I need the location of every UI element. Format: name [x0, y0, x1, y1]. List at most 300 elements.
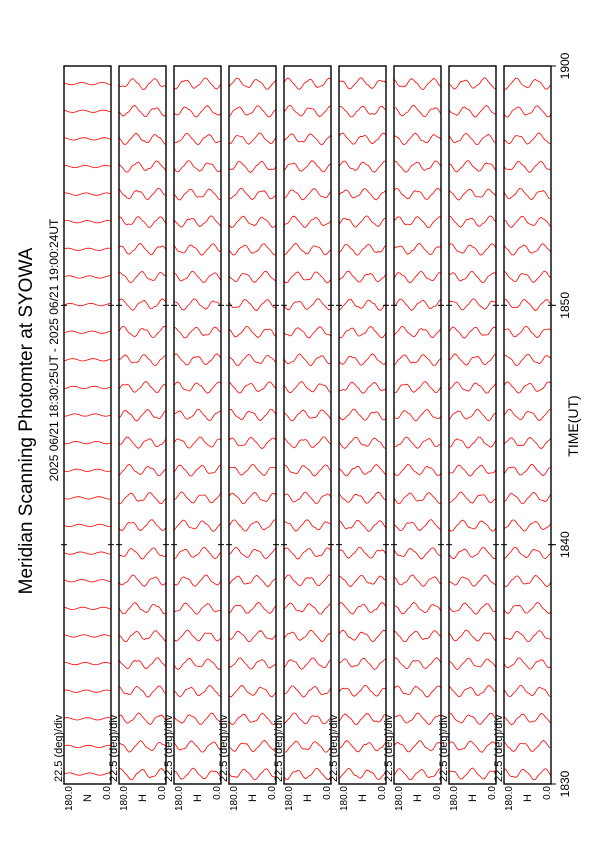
panel-6 [328, 51, 389, 812]
scan-trace [174, 575, 221, 586]
scan-trace [174, 685, 221, 696]
scan-trace [504, 575, 551, 586]
scan-trace [504, 547, 551, 558]
scan-trace [284, 520, 331, 531]
scan-trace [394, 465, 441, 476]
scan-trace [174, 272, 221, 283]
scan-trace [229, 354, 276, 365]
scan-trace [504, 78, 551, 89]
scan-trace [119, 105, 166, 116]
scan-trace [229, 299, 276, 310]
scan-trace [174, 465, 221, 476]
scan-trace [119, 133, 166, 144]
scan-trace [339, 409, 386, 420]
scan-trace [174, 603, 221, 614]
scan-trace [394, 299, 441, 310]
scan-trace [229, 382, 276, 393]
channel-label: H [247, 794, 259, 802]
scan-trace [119, 50, 166, 61]
scan-trace [64, 414, 111, 416]
scan-trace [449, 686, 496, 697]
scan-trace [284, 741, 331, 752]
scan-trace [394, 713, 441, 725]
scan-trace [284, 630, 331, 641]
scan-trace [284, 410, 331, 421]
x-axis-label: TIME(UT) [565, 395, 581, 457]
scan-trace [504, 769, 551, 780]
scan-trace [64, 690, 111, 692]
scan-trace [449, 630, 496, 641]
scan-trace [229, 769, 276, 780]
scan-trace [119, 769, 166, 780]
angle-tick-180: 180.0 [339, 786, 350, 812]
scan-trace [339, 576, 386, 587]
scan-trace [394, 271, 441, 283]
scan-trace [394, 50, 441, 61]
scan-trace [339, 161, 386, 172]
scan-trace [449, 410, 496, 421]
scan-trace [504, 354, 551, 365]
angle-tick-0: 0.0 [487, 786, 498, 800]
scan-trace [284, 105, 331, 116]
scan-trace [504, 300, 551, 311]
angle-tick-180: 180.0 [229, 786, 240, 812]
scan-trace [504, 106, 551, 117]
panel-9 [493, 50, 554, 811]
channel-label: H [357, 794, 369, 802]
scan-trace [229, 713, 276, 724]
scan-trace [119, 382, 166, 393]
scan-trace [119, 243, 166, 254]
scan-trace [339, 299, 386, 310]
scan-trace [339, 768, 386, 780]
panel-frame [229, 66, 276, 784]
panel-traces [394, 50, 441, 779]
scan-trace [174, 327, 221, 338]
scan-trace [504, 464, 551, 475]
scan-trace [174, 410, 221, 421]
scan-trace [284, 327, 331, 338]
scale-label: 22.5 (deg)/div [493, 714, 505, 782]
scan-trace [449, 216, 496, 227]
scan-trace [339, 106, 386, 117]
scan-trace [339, 437, 386, 448]
scan-trace [339, 271, 386, 282]
scan-trace [504, 438, 551, 449]
scan-trace [64, 331, 111, 333]
scan-trace [504, 133, 551, 144]
scan-trace [339, 658, 386, 669]
scan-trace [449, 161, 496, 172]
panel-traces [284, 51, 331, 780]
scan-trace [174, 354, 221, 365]
scan-trace [174, 437, 221, 448]
scan-trace [339, 133, 386, 144]
scan-trace [229, 409, 276, 420]
scan-trace [64, 221, 111, 223]
scan-trace [449, 272, 496, 283]
angle-tick-180: 180.0 [174, 786, 185, 812]
panel-traces [504, 50, 551, 780]
scan-trace [119, 493, 166, 504]
scan-trace [339, 714, 386, 725]
scan-trace [284, 382, 331, 394]
scale-label: 22.5 (deg)/div [383, 714, 395, 782]
scan-trace [229, 464, 276, 475]
scan-trace [339, 382, 386, 393]
scan-trace [394, 382, 441, 393]
scan-trace [284, 78, 331, 89]
scan-trace [284, 354, 331, 365]
rotated-plot-area [16, 50, 581, 811]
panel-frame [174, 66, 221, 784]
scan-trace [394, 575, 441, 586]
scan-trace [64, 580, 111, 582]
scan-trace [504, 271, 551, 282]
x-tick-label: 1830 [558, 770, 572, 798]
scan-trace [229, 631, 276, 642]
channel-label: H [522, 794, 534, 802]
scan-trace [394, 243, 441, 254]
scan-trace [174, 713, 221, 724]
scan-trace [119, 326, 166, 337]
scan-trace [119, 437, 166, 449]
angle-tick-0: 0.0 [542, 786, 553, 800]
scan-trace [64, 497, 111, 499]
scan-trace [504, 382, 551, 393]
scan-trace [449, 658, 496, 669]
scan-trace [284, 134, 331, 145]
scan-trace [64, 441, 111, 443]
scan-trace [284, 243, 331, 254]
scan-trace [174, 630, 221, 641]
angle-tick-0: 0.0 [322, 786, 333, 800]
scan-trace [449, 382, 496, 393]
scan-trace [64, 718, 111, 720]
scan-trace [449, 603, 496, 614]
scan-trace [284, 686, 331, 697]
panel-traces [119, 50, 166, 780]
scan-trace [174, 161, 221, 172]
scan-trace [64, 607, 111, 609]
scan-trace [64, 55, 111, 57]
angle-tick-180: 180.0 [119, 786, 130, 812]
panel-traces [229, 50, 276, 780]
scan-trace [229, 244, 276, 255]
scan-trace [339, 78, 386, 89]
scan-trace [229, 271, 276, 282]
scan-trace [449, 189, 496, 200]
panel-frame [504, 66, 551, 784]
scan-trace [284, 548, 331, 559]
channel-label: H [467, 794, 479, 802]
scan-trace [394, 769, 441, 780]
scan-trace [119, 272, 166, 283]
scan-trace [174, 134, 221, 145]
scan-trace [174, 768, 221, 779]
scan-trace [174, 741, 221, 752]
chart-subtitle: 2025 06/21 18:30:25UT - 2025 06/21 19:00:24UT [47, 218, 61, 482]
scan-trace [284, 465, 331, 476]
scan-trace [284, 658, 331, 670]
scan-trace [284, 603, 331, 614]
scan-trace [394, 217, 441, 228]
angle-tick-180: 180.0 [449, 786, 460, 812]
scan-trace [119, 686, 166, 697]
scan-trace [119, 520, 166, 531]
scan-trace [119, 603, 166, 614]
chart-title: Meridian Scanning Photomter at SYOWA [16, 247, 37, 595]
panel-frame [394, 66, 441, 784]
scan-trace [64, 276, 111, 278]
scan-trace [284, 51, 331, 62]
scan-trace [64, 82, 111, 84]
scan-trace [284, 272, 331, 283]
scan-trace [394, 520, 441, 531]
scan-trace [449, 741, 496, 752]
scan-trace [119, 548, 166, 559]
panel-frame [64, 66, 111, 784]
scan-trace [64, 524, 111, 526]
angle-tick-0: 0.0 [212, 786, 223, 800]
scan-trace [119, 575, 166, 587]
panel-4 [218, 50, 279, 811]
panel-frame [449, 66, 496, 784]
scan-trace [284, 216, 331, 227]
scan-trace [449, 492, 496, 503]
x-tick-label: 1900 [558, 52, 572, 80]
scan-trace [339, 741, 386, 752]
scan-trace [449, 244, 496, 255]
angle-tick-180: 180.0 [394, 786, 405, 812]
scan-trace [64, 303, 111, 305]
scan-trace [394, 133, 441, 145]
scan-trace [119, 410, 166, 421]
scan-trace [449, 327, 496, 338]
scan-trace [504, 216, 551, 227]
scan-trace [64, 386, 111, 388]
panel-traces [64, 55, 111, 775]
scan-trace [174, 106, 221, 117]
scan-trace [339, 51, 386, 62]
scan-trace [229, 133, 276, 144]
panel-traces [449, 51, 496, 779]
scan-trace [504, 602, 551, 613]
scan-trace [174, 299, 221, 310]
panel-1 [53, 55, 114, 811]
scan-trace [284, 575, 331, 586]
scan-trace [284, 713, 331, 724]
scan-trace [339, 686, 386, 697]
scan-trace [339, 244, 386, 255]
panel-8 [438, 51, 499, 811]
scan-trace [229, 658, 276, 669]
panel-group [53, 50, 554, 811]
scan-trace [504, 658, 551, 669]
scan-trace [449, 78, 496, 90]
scan-trace [449, 437, 496, 448]
scan-trace [504, 188, 551, 199]
scan-trace [229, 326, 276, 337]
scan-trace [504, 492, 551, 503]
scan-trace [394, 161, 441, 172]
angle-tick-0: 0.0 [102, 786, 113, 800]
angle-tick-0: 0.0 [157, 786, 168, 800]
scan-trace [284, 189, 331, 200]
scan-trace [119, 79, 166, 90]
scan-trace [174, 189, 221, 200]
scan-trace [64, 552, 111, 554]
scan-trace [504, 631, 551, 642]
scan-trace [394, 548, 441, 559]
scan-trace [284, 437, 331, 448]
scan-trace [119, 631, 166, 642]
angle-tick-180: 180.0 [284, 786, 295, 812]
scan-trace [64, 662, 111, 664]
scale-label: 22.5 (deg)/div [218, 714, 230, 782]
scan-trace [64, 469, 111, 471]
channel-label: H [137, 794, 149, 802]
scan-trace [449, 575, 496, 586]
scan-trace [504, 161, 551, 172]
scan-trace [229, 492, 276, 503]
x-tick-label: 1850 [558, 291, 572, 319]
scan-trace [64, 635, 111, 637]
scan-trace [119, 161, 166, 172]
scan-trace [449, 768, 496, 779]
scan-trace [64, 110, 111, 112]
scan-trace [229, 188, 276, 199]
x-tick-label: 1840 [558, 531, 572, 559]
scan-trace [229, 548, 276, 559]
scan-trace [339, 547, 386, 558]
panel-traces [174, 51, 221, 779]
scan-trace [449, 51, 496, 62]
channel-label: H [302, 794, 314, 802]
scan-trace [504, 740, 551, 751]
scan-trace [504, 713, 551, 724]
scan-trace [339, 216, 386, 227]
scan-trace [339, 465, 386, 477]
scan-trace [229, 161, 276, 172]
panel-frame [119, 66, 166, 784]
scan-trace [64, 193, 111, 195]
scan-trace [449, 106, 496, 117]
scan-trace [229, 50, 276, 61]
scan-trace [174, 382, 221, 393]
scan-trace [284, 161, 331, 172]
scan-trace [339, 327, 386, 339]
scan-trace [174, 548, 221, 559]
scan-trace [174, 658, 221, 669]
scan-trace [174, 492, 221, 503]
scan-trace [449, 354, 496, 365]
channel-label: H [192, 794, 204, 802]
scan-trace [449, 548, 496, 559]
angle-tick-0: 0.0 [267, 786, 278, 800]
scan-trace [64, 138, 111, 140]
scan-trace [119, 299, 166, 311]
scan-trace [394, 326, 441, 337]
scan-trace [119, 658, 166, 669]
panel-traces [339, 51, 386, 780]
scan-trace [504, 50, 551, 61]
scan-trace [504, 409, 551, 420]
scan-trace [394, 603, 441, 614]
scan-trace [119, 188, 166, 199]
scan-trace [339, 630, 386, 641]
scale-label: 22.5 (deg)/div [163, 714, 175, 782]
scan-trace [64, 165, 111, 167]
scan-trace [229, 78, 276, 89]
panel-2 [108, 50, 169, 811]
scan-trace [174, 78, 221, 89]
scan-trace [64, 359, 111, 361]
scan-trace [339, 189, 386, 200]
scan-trace [229, 602, 276, 613]
scan-trace [119, 464, 166, 475]
scan-trace [394, 188, 441, 199]
scan-trace [394, 105, 441, 116]
scan-trace [229, 216, 276, 227]
scan-trace [449, 465, 496, 476]
scan-trace [119, 217, 166, 228]
scan-trace [504, 244, 551, 255]
angle-tick-180: 180.0 [504, 786, 515, 812]
scan-trace [394, 686, 441, 697]
scan-trace [284, 768, 331, 779]
scan-trace [394, 658, 441, 669]
scan-trace [394, 355, 441, 366]
angle-tick-0: 0.0 [432, 786, 443, 800]
scale-label: 22.5 (deg)/div [328, 714, 340, 782]
scan-trace [64, 745, 111, 747]
scan-trace [119, 713, 166, 725]
angle-tick-180: 180.0 [64, 786, 75, 812]
panel-frame [339, 66, 386, 784]
scan-trace [394, 437, 441, 448]
scan-trace [339, 492, 386, 503]
scale-label: 22.5 (deg)/div [438, 714, 450, 782]
panel-7 [383, 50, 444, 811]
scan-trace [229, 106, 276, 117]
scale-label: 22.5 (deg)/div [53, 714, 65, 782]
scan-trace [229, 740, 276, 751]
scan-trace [449, 713, 496, 724]
scan-trace [394, 631, 441, 642]
scan-trace [284, 492, 331, 503]
scan-trace [174, 520, 221, 531]
scan-trace [119, 355, 166, 366]
scale-label: 22.5 (deg)/div [273, 714, 285, 782]
scale-label: 22.5 (deg)/div [108, 714, 120, 782]
scan-trace [394, 410, 441, 421]
scan-trace [229, 520, 276, 531]
scan-trace [394, 741, 441, 752]
scan-trace [449, 299, 496, 310]
scan-trace [64, 773, 111, 775]
scan-trace [504, 326, 551, 337]
scan-trace [229, 575, 276, 586]
scan-trace [394, 79, 441, 90]
scan-trace [119, 741, 166, 752]
scan-trace [229, 686, 276, 697]
channel-label: H [412, 794, 424, 802]
scan-trace [339, 520, 386, 531]
angle-tick-0: 0.0 [377, 786, 388, 800]
panel-frame [284, 66, 331, 784]
panel-3 [163, 51, 224, 811]
